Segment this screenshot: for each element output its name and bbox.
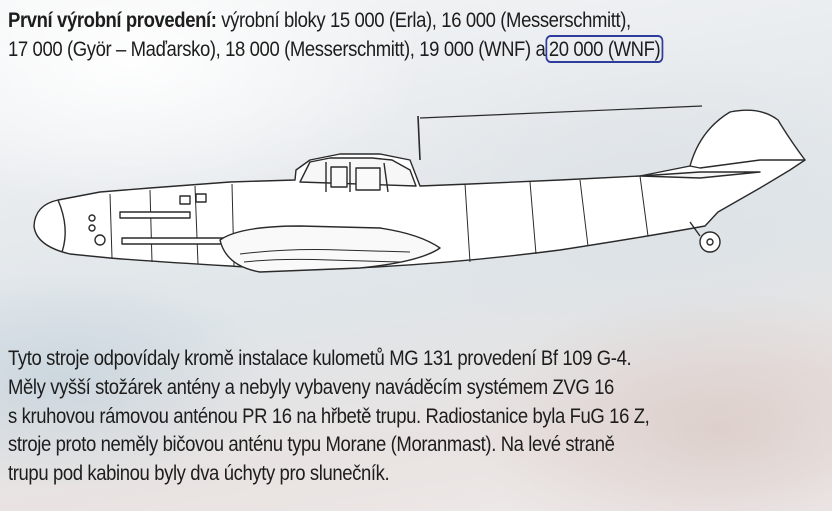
- header-line-2-text: 17 000 (Györ – Maďarsko), 18 000 (Messerschmitt), 19 000 (WNF) a: [8, 37, 546, 61]
- body-line: stroje proto neměly bičovou anténu typu Morane (Moranmast). Na levé straně: [8, 432, 615, 457]
- body-paragraph: [8, 344, 825, 488]
- header-line-1: [8, 6, 825, 35]
- aircraft-side-view-drawing: [0, 80, 832, 320]
- header-bold-label: První výrobní provedení:: [8, 8, 217, 32]
- body-line: trupu pod kabinou byly dva úchyty pro slunečník.: [8, 461, 390, 486]
- header-line-2: [8, 35, 825, 64]
- header-line-1-rest: výrobní bloky 15 000 (Erla), 16 000 (Messerschmitt),: [221, 8, 631, 32]
- body-line: Tyto stroje odpovídaly kromě instalace kulometů MG 131 provedení Bf 109 G-4.: [8, 346, 632, 370]
- header-text: [8, 6, 825, 64]
- body-line: Měly vyšší stožárek antény a nebyly vybaveny naváděcím systémem ZVG 16: [8, 374, 614, 399]
- highlighted-block: 20 000 (WNF): [545, 35, 663, 63]
- body-line: s kruhovou rámovou anténou PR 16 na hřbetě trupu. Radiostanice byla FuG 16 Z,: [8, 403, 650, 428]
